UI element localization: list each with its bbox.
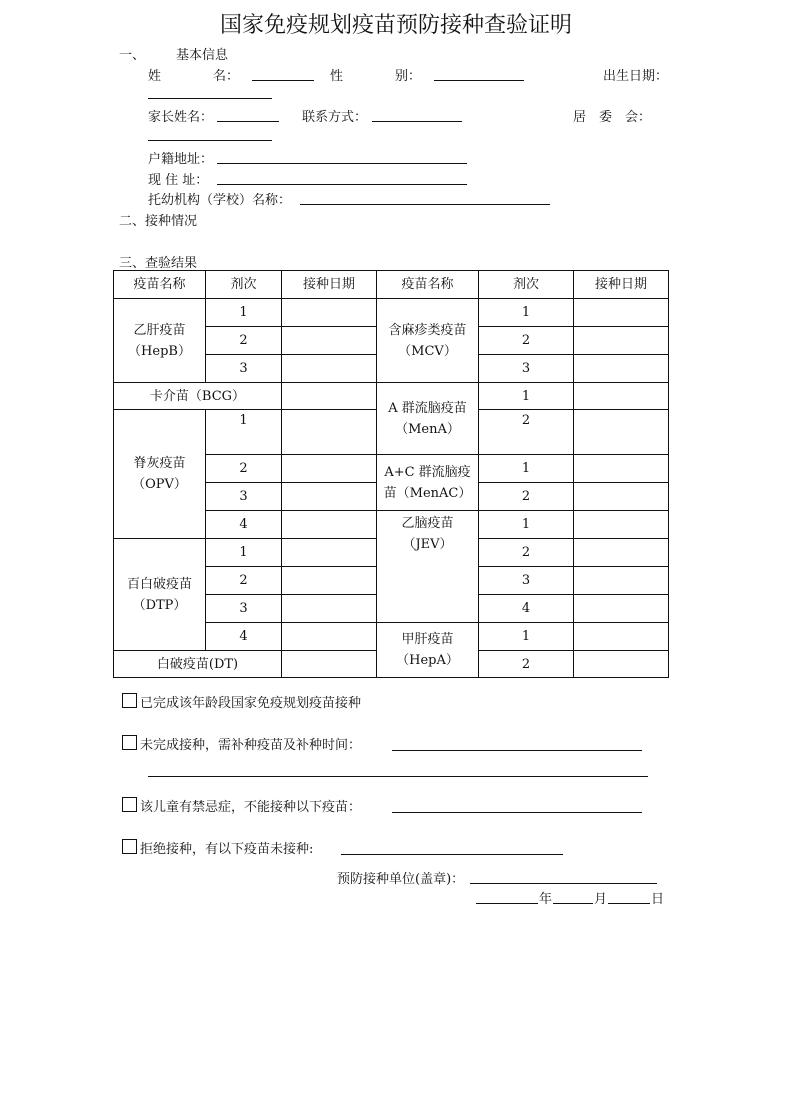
- committee-field[interactable]: [148, 140, 272, 141]
- date-cell[interactable]: [282, 410, 377, 455]
- vaccine-menac-code: 苗（MenAC）: [383, 485, 472, 501]
- parent-name-field[interactable]: [217, 121, 279, 122]
- dose-cell: 1: [479, 383, 574, 410]
- contact-label: 联系方式：: [302, 110, 368, 125]
- vaccine-jev-name: 乙脑疫苗: [401, 516, 454, 531]
- date-cell[interactable]: [282, 567, 377, 595]
- vaccine-dtp-code: （DTP）: [132, 597, 187, 613]
- date-cell[interactable]: [282, 623, 377, 651]
- current-address-label: 现 住 址：: [148, 173, 209, 188]
- date-cell[interactable]: [282, 355, 377, 383]
- dose-cell: 4: [479, 595, 574, 623]
- date-cell[interactable]: [574, 410, 669, 455]
- date-cell[interactable]: [574, 567, 669, 595]
- date-cell[interactable]: [574, 511, 669, 539]
- vaccine-dt: 白破疫苗(DT): [114, 651, 282, 678]
- unit-stamp-label: 预防接种单位(盖章)：: [337, 872, 465, 887]
- year-field[interactable]: [476, 903, 538, 904]
- dose-cell: 3: [206, 355, 282, 383]
- vaccine-opv: [114, 410, 206, 539]
- date-cell[interactable]: [574, 327, 669, 355]
- incomplete-field-2[interactable]: [148, 776, 648, 777]
- vaccine-menac-name: A+C 群流脑疫: [384, 464, 471, 480]
- header-date: 接种日期: [282, 271, 377, 299]
- hukou-address-field[interactable]: [217, 163, 467, 164]
- vaccination-table: [113, 270, 669, 678]
- vaccine-hepb-code: （HepB）: [128, 343, 191, 359]
- vaccine-jev: [377, 511, 479, 623]
- check-incomplete-label: 未完成接种，需补种疫苗及补种时间：: [140, 738, 362, 753]
- contact-field[interactable]: [372, 121, 462, 122]
- check-completed[interactable]: [122, 692, 361, 711]
- birth-date-label: 出生日期：: [603, 69, 669, 84]
- date-cell[interactable]: [574, 539, 669, 567]
- vaccine-mena-code: （MenA）: [395, 421, 460, 437]
- table-header-row: [114, 271, 669, 299]
- date-cell[interactable]: [282, 383, 377, 410]
- month-field[interactable]: [553, 903, 593, 904]
- incomplete-field[interactable]: [392, 750, 642, 751]
- date-cell[interactable]: [574, 299, 669, 327]
- check-contraindication-label: 该儿童有禁忌症，不能接种以下疫苗：: [140, 800, 362, 815]
- current-address-field[interactable]: [217, 184, 467, 185]
- section1-heading: 基本信息: [176, 48, 229, 63]
- year-label: 年: [539, 892, 553, 907]
- vaccine-bcg: 卡介苗（BCG）: [114, 383, 282, 410]
- table-row: [114, 383, 669, 410]
- vaccine-opv-name: 脊灰疫苗: [133, 456, 186, 471]
- dose-cell: 2: [206, 567, 282, 595]
- date-cell[interactable]: [282, 483, 377, 511]
- date-cell[interactable]: [574, 355, 669, 383]
- day-label: 日: [651, 892, 665, 907]
- gender-field[interactable]: [434, 80, 524, 81]
- parent-name-label: 家长姓名：: [148, 110, 214, 125]
- date-cell[interactable]: [282, 299, 377, 327]
- vaccine-hepa-code: （HepA）: [396, 653, 459, 668]
- date-cell[interactable]: [574, 383, 669, 410]
- header-dose-2: 剂次: [479, 271, 574, 299]
- school-label: 托幼机构（学校）名称：: [148, 193, 292, 208]
- check-completed-label: 已完成该年龄段国家免疫规划疫苗接种: [140, 696, 362, 711]
- dose-cell: 1: [479, 299, 574, 327]
- contraindication-field[interactable]: [392, 812, 642, 813]
- section1-number: 一、: [119, 48, 146, 63]
- vaccine-hepa-name: 甲肝疫苗: [401, 632, 454, 647]
- dose-cell: 1: [479, 623, 574, 651]
- date-cell[interactable]: [282, 511, 377, 539]
- dose-cell: 3: [479, 355, 574, 383]
- dose-cell: 4: [206, 623, 282, 651]
- month-label: 月: [594, 892, 608, 907]
- check-refused-label: 拒绝接种，有以下疫苗未接种:: [140, 842, 314, 857]
- check-incomplete[interactable]: [122, 734, 361, 753]
- dose-cell: 1: [206, 539, 282, 567]
- date-cell[interactable]: [282, 651, 377, 678]
- checkbox-icon[interactable]: [122, 735, 137, 750]
- vaccine-dtp-name: 百白破疫苗: [126, 576, 192, 592]
- dose-cell: 3: [206, 483, 282, 511]
- section2-heading: 二、接种情况: [119, 214, 198, 229]
- date-cell[interactable]: [574, 623, 669, 651]
- table-row: [114, 299, 669, 327]
- refused-field[interactable]: [341, 854, 563, 855]
- dose-cell: 2: [479, 651, 574, 678]
- dose-cell: 1: [479, 455, 574, 483]
- header-dose: 剂次: [206, 271, 282, 299]
- vaccine-hepb: [114, 299, 206, 383]
- date-cell[interactable]: [282, 539, 377, 567]
- gender-label: 性 别：: [330, 69, 422, 84]
- header-vaccine-name-2: 疫苗名称: [377, 271, 479, 299]
- dose-cell: 2: [479, 539, 574, 567]
- date-cell[interactable]: [282, 327, 377, 355]
- date-cell[interactable]: [282, 595, 377, 623]
- dose-cell: 2: [206, 455, 282, 483]
- vaccine-hepb-name: 乙肝疫苗: [133, 322, 186, 338]
- dose-cell: 3: [479, 567, 574, 595]
- dose-cell: 4: [206, 511, 282, 539]
- hukou-address-label: 户籍地址：: [148, 152, 214, 167]
- vaccine-mcv: [377, 299, 479, 383]
- vaccine-menac: [377, 455, 479, 511]
- header-vaccine-name: 疫苗名称: [114, 271, 206, 299]
- vaccine-dtp: [114, 539, 206, 651]
- day-field[interactable]: [608, 903, 650, 904]
- check-contraindication[interactable]: [122, 796, 361, 815]
- date-cell[interactable]: [574, 483, 669, 511]
- checkbox-icon[interactable]: [122, 839, 137, 854]
- date-cell[interactable]: [282, 455, 377, 483]
- section3-heading: 三、查验结果: [119, 256, 198, 271]
- date-cell[interactable]: [574, 651, 669, 678]
- checkbox-icon[interactable]: [122, 797, 137, 812]
- dose-cell: 2: [479, 410, 574, 455]
- vaccine-jev-code: （JEV）: [402, 537, 453, 552]
- vaccine-opv-code: （OPV）: [132, 477, 187, 492]
- header-date-2: 接种日期: [574, 271, 669, 299]
- checkbox-icon[interactable]: [122, 693, 137, 708]
- document-title: 国家免疫规划疫苗预防接种查验证明: [219, 13, 572, 38]
- name-label: 姓 名：: [148, 69, 240, 84]
- unit-stamp-field[interactable]: [470, 883, 657, 884]
- dose-cell: 2: [206, 327, 282, 355]
- date-cell[interactable]: [574, 595, 669, 623]
- dose-cell: 2: [479, 327, 574, 355]
- dose-cell: 3: [206, 595, 282, 623]
- dose-cell: 1: [206, 299, 282, 327]
- birth-date-field[interactable]: [148, 98, 272, 99]
- dose-cell: 1: [479, 511, 574, 539]
- committee-label: 居 委 会：: [573, 110, 652, 125]
- date-cell[interactable]: [574, 455, 669, 483]
- dose-cell: 1: [206, 410, 282, 455]
- vaccine-mena: [377, 383, 479, 455]
- school-field[interactable]: [300, 204, 550, 205]
- name-field[interactable]: [252, 80, 314, 81]
- check-refused[interactable]: [122, 838, 313, 857]
- vaccine-mena-name: A 群流脑疫苗: [388, 400, 467, 416]
- vaccine-hepa: [377, 623, 479, 678]
- dose-cell: 2: [479, 483, 574, 511]
- vaccine-mcv-name: 含麻疹类疫苗: [388, 322, 467, 338]
- vaccine-mcv-code: （MCV）: [398, 343, 457, 359]
